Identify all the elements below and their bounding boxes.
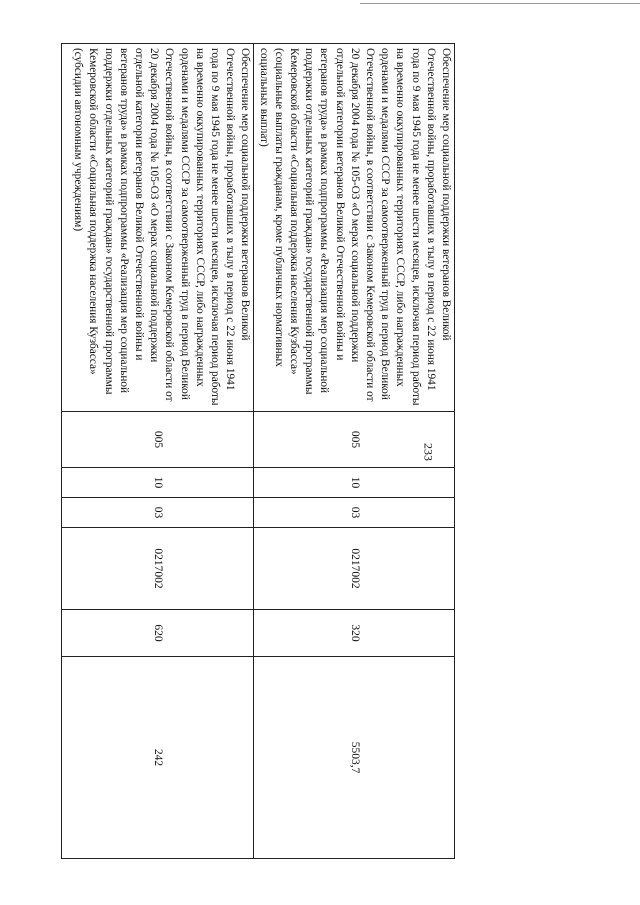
amount: 5503,7	[254, 657, 455, 859]
target-article-code: 0217002	[254, 528, 455, 610]
amount: 242	[62, 657, 254, 859]
ministry-code: 005	[254, 412, 455, 468]
expense-type-code: 320	[254, 610, 455, 657]
header-rule	[360, 3, 640, 4]
target-article-code: 0217002	[62, 528, 254, 610]
row-description: Обеспечение мер социальной поддержки ветеранов Великой Отечественной войны, проработавших в тылу в период с 22 июня 1941 года по 9 мая 1945 года не менее шести месяцев, исключая период работы на временно оккупированных территориях СССР, либо награжденных орденами и медалями СССР за самоотверженный труд в период Великой Отечественной войны, в соответствии с Законом Кемеровской области от 20 декабря 2004 года № 105-ОЗ «О мерах социальной поддержки отдельной категории ветеранов Великой Отечественной войны и ветеранов труда» в рамках подпрограммы «Реализация мер социальной поддержки отдельных категорий граждан» государственной программы Кемеровской области «Социальная поддержка населения Кузбасса» (социальные выплаты гражданам, кроме публичных нормативных социальных выплат)	[254, 44, 455, 412]
table-row	[254, 44, 455, 859]
subsection-code: 03	[62, 498, 254, 528]
section-code: 10	[254, 468, 455, 498]
rotated-page	[65, 43, 455, 858]
row-description: Обеспечение мер социальной поддержки ветеранов Великой Отечественной войны, проработавших в тылу в период с 22 июня 1941 года по 9 мая 1945 года не менее шести месяцев, исключая период работы на временно оккупированных территориях СССР, либо награжденных орденами и медалями СССР за самоотверженный труд в период Великой Отечественной войны, в соответствии с Законом Кемеровской области от 20 декабря 2004 года № 105-ОЗ «О мерах социальной поддержки отдельной категории ветеранов Великой Отечественной войны и ветеранов труда» в рамках подпрограммы «Реализация мер социальной поддержки отдельных категорий граждан» государственной программы Кемеровской области «Социальная поддержка населения Кузбасса» (субсидии автономным учреждениям)	[62, 44, 254, 412]
ministry-code: 005	[62, 412, 254, 468]
budget-table	[61, 43, 455, 859]
table-row	[62, 44, 254, 859]
page-number: 233	[421, 443, 436, 461]
section-code: 10	[62, 468, 254, 498]
expense-type-code: 620	[62, 610, 254, 657]
subsection-code: 03	[254, 498, 455, 528]
